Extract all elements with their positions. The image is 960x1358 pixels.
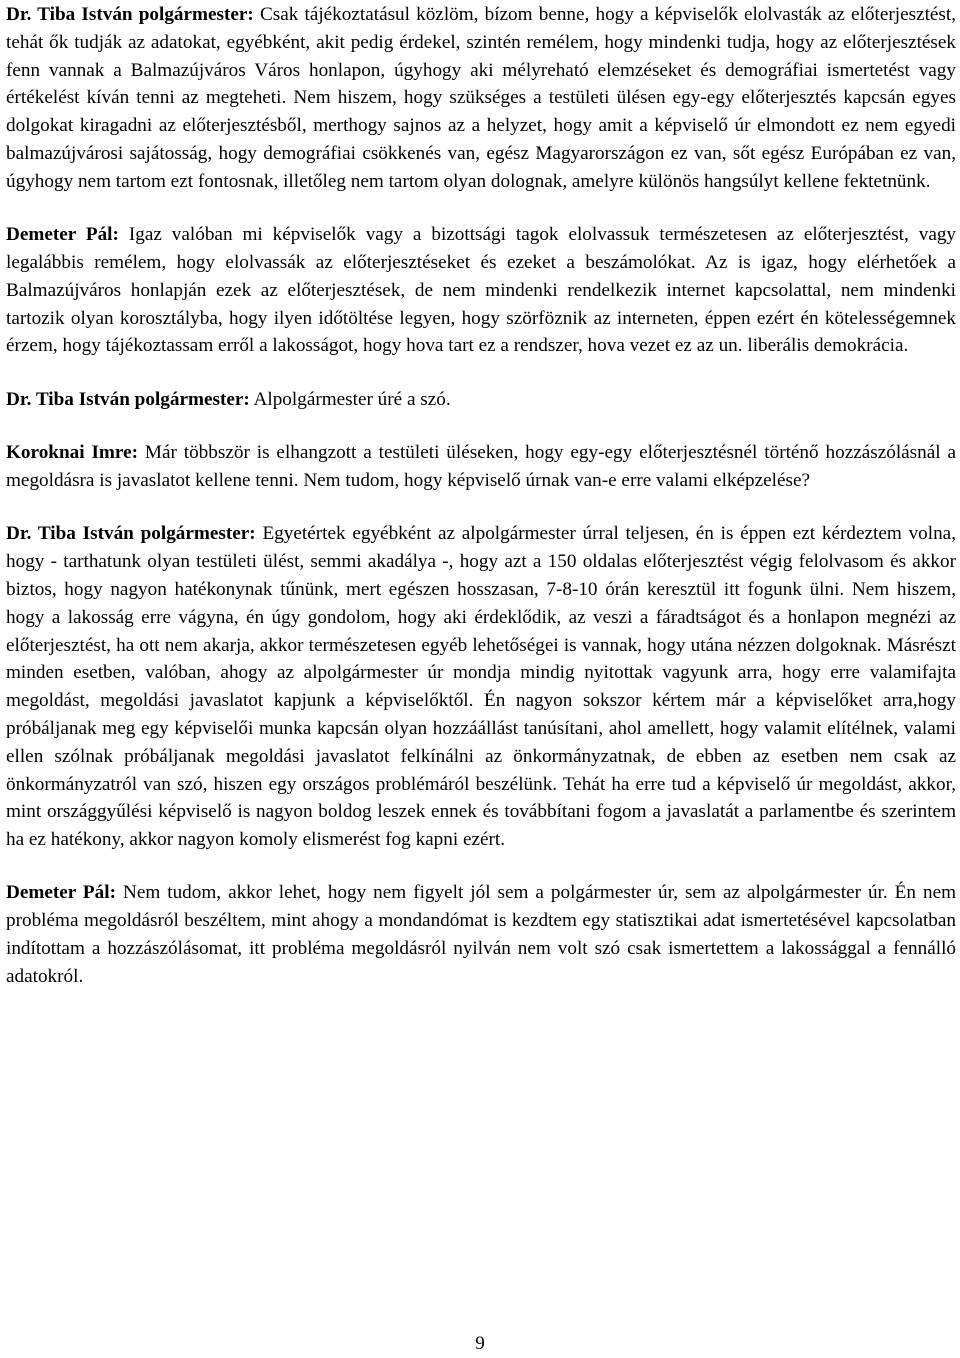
- paragraph-3: [6, 386, 956, 414]
- speaker-name: Koroknai Imre:: [6, 442, 138, 464]
- paragraph-6: [6, 879, 956, 990]
- paragraph-text: Már többször is elhangzott a testületi üléseken, hogy egy-egy előterjesztésnél történő hozzászólásnál a megoldásra is javaslatot kellene tenni. Nem tudom, hogy képviselő úrnak van-e erre valami elképzelése?: [6, 442, 957, 491]
- paragraph-1: [6, 1, 956, 196]
- paragraph-5: [6, 520, 956, 854]
- paragraph-text: Alpolgármester úré a szó.: [253, 388, 451, 410]
- paragraph-text: Csak tájékoztatásul közlöm, bízom benne, hogy a képviselők elolvasták az előterjesztést, tehát ők tudják az adatokat, egyébként, akit pedig érdekel, szintén remélem, hogy mindenki tudja, hogy az előterjesztések fenn vannak a Balmazújváros Város honlapon, úgyhogy aki mélyreható elemzéseket és demográfiai ismertetést vagy értékelést kíván tenni az megteheti. Nem hiszem, hogy szükséges a testületi ülésen egy-egy előterjesztés kapcsán egyes dolgokat kiragadni az előterjesztésből, merthogy sajnos az a helyzet, hogy amit a képviselő úr elmondott ez nem egyedi balmazújvárosi sajátosság, hogy demográfiai csökkenés van, egész Magyarországon ez van, sőt egész Európában ez van, úgyhogy nem tartom ezt fontosnak, illetőleg nem tartom olyan dolognak, amelyre különös hangsúlyt kellene fektetnünk.: [6, 4, 957, 192]
- document-page: [6, 1, 956, 1016]
- paragraph-text: Igaz valóban mi képviselők vagy a bizottsági tagok elolvassuk természetesen az előterjesztést, vagy legalábbis remélem, hogy elolvassák az előterjesztéseket és ezeket a beszámolókat. Az is igaz, hogy elérhetőek a Balmazújváros honlapján ezek az előterjesztések, de nem mindenki rendelkezik internet kapcsolattal, nem mindenki tartozik olyan korosztályba, hogy ilyen időtöltése legyen, hogy szörföznik az interneten, éppen ezért én kötelességemnek érzem, hogy tájékoztassam erről a lakosságot, hogy hova tart ez a rendszer, hova vezet ez az un. liberális demokrácia.: [6, 224, 957, 357]
- speaker-name: Demeter Pál:: [6, 882, 116, 904]
- paragraph-text: Nem tudom, akkor lehet, hogy nem figyelt jól sem a polgármester úr, sem az alpolgármester úr. Én nem probléma megoldásról beszéltem, mint ahogy a mondandómat is kezdtem egy statisztikai adat ismertetésével kapcsolatban indítottam a hozzászólásomat, itt probléma megoldásról nyilván nem volt szó csak ismertettem a lakossággal a fennálló adatokról.: [6, 882, 957, 987]
- speaker-name: Demeter Pál:: [6, 224, 119, 246]
- speaker-name: Dr. Tiba István polgármester:: [6, 4, 254, 25]
- paragraph-4: [6, 439, 956, 495]
- speaker-name: Dr. Tiba István polgármester:: [6, 523, 256, 545]
- page-number: 9: [475, 1333, 485, 1354]
- speaker-name: Dr. Tiba István polgármester:: [6, 388, 250, 410]
- paragraph-2: [6, 221, 956, 360]
- paragraph-text: Egyetértek egyébként az alpolgármester úrral teljesen, én is éppen ezt kérdeztem volna, hogy - tarthatunk olyan testületi ülést, semmi akadálya -, hogy azt a 150 oldalas előterjesztést végig felolvasom és akkor biztos, hogy nagyon hatékonynak tűnünk, mert egészen hosszasan, 7-8-10 órán keresztül itt fogunk ülni. Nem hiszem, hogy a lakosság erre vágyna, én úgy gondolom, hogy aki érdeklődik, az veszi a fáradtságot és a honlapon megnézi az előterjesztést, ha ott nem akarja, akkor természetesen egyéb lehetőségei is vannak, hogy utána nézzen dolgoknak. Másrészt minden esetben, valóban, ahogy az alpolgármester úr mondja mindig nyitottak vagyunk arra, hogy erre valamifajta megoldást, megoldási javaslatot kapjunk a képviselőktől. Én nagyon sokszor kértem már a képviselőket arra,hogy próbáljanak meg egy képviselői munka kapcsán olyan hozzáállást tanúsítani, ahol amellett, hogy valamit elítélnek, valami ellen szólnak próbáljanak megoldási javaslatot felkínálni az önkormányzatnak, de ebben az esetben nem csak az önkormányzatról van szó, hiszen egy országos problémáról beszélünk. Tehát ha erre tud a képviselő úr megoldást, akkor, mint országgyűlési képviselő is nagyon boldog leszek ennek és továbbítani fogom a javaslatát a parlamentbe és szerintem ha ez hatékony, akkor nagyon komoly elismerést fog kapni ezért.: [6, 523, 956, 851]
